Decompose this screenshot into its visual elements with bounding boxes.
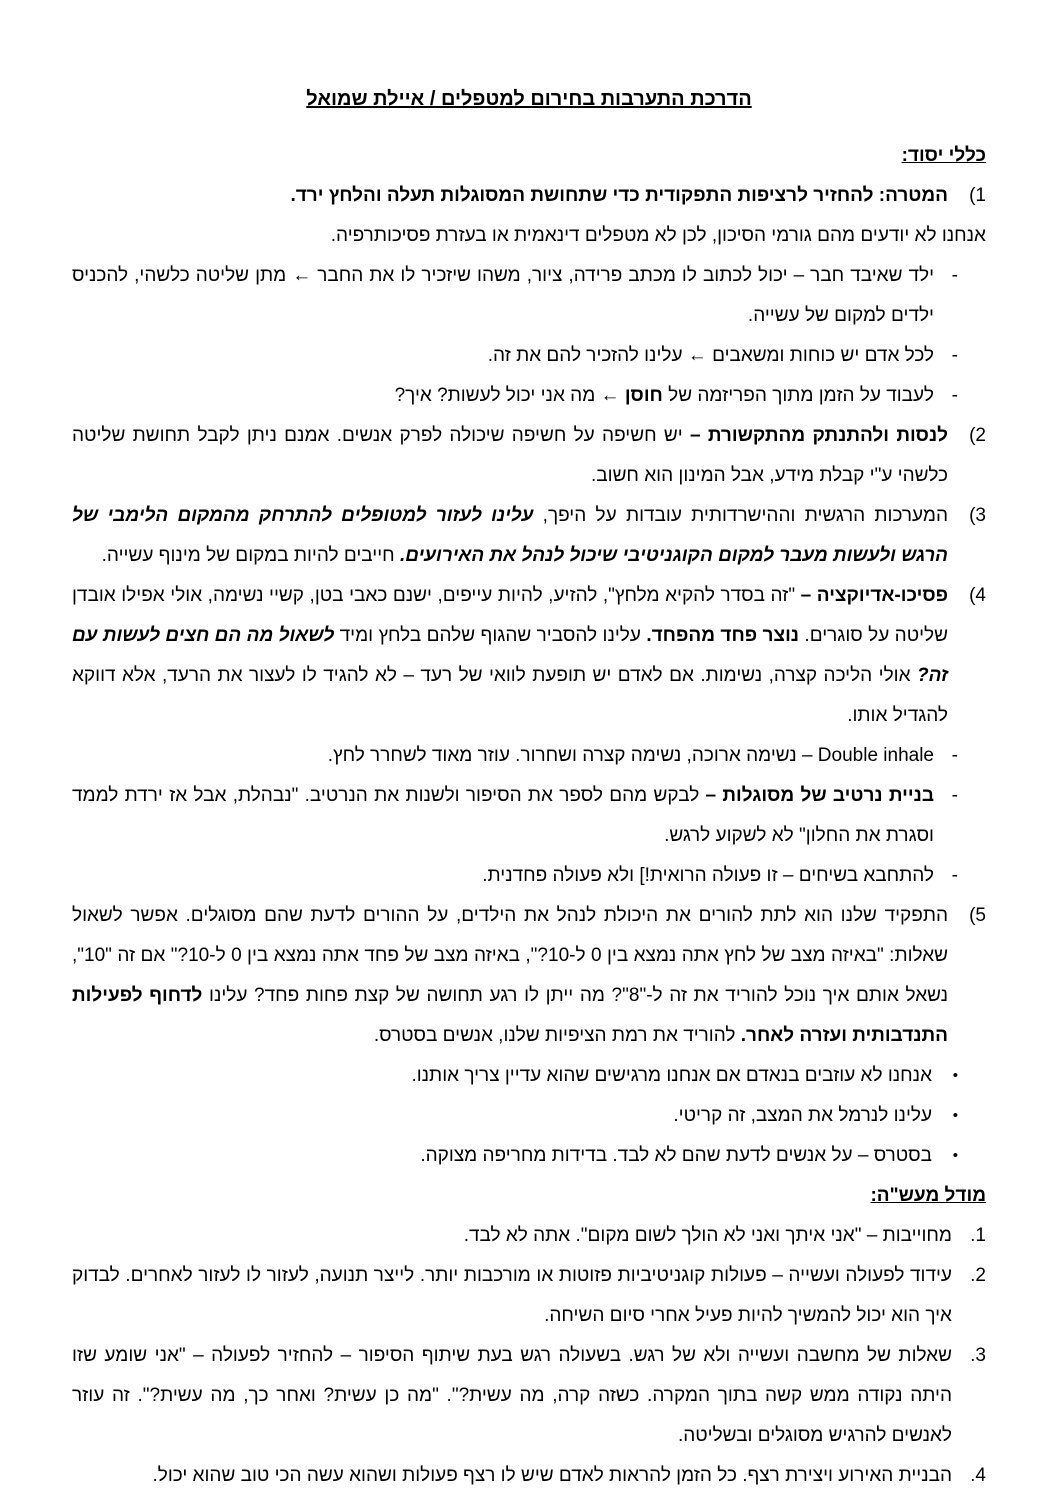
bullet-text: בניית נרטיב של מסוגלות – לבקש מהם לספר את הסיפור ולשנות את הנרטיב. "נבהלת, אבל אז ירדת לממד וסגרת את החלון" לא לשקוע לרגש.: [72, 785, 934, 846]
dash-bullet-item: [72, 776, 958, 856]
item-text: מחוייבות – "אני איתך ואני לא הולך לשום מקום". אתה לא לבד.: [463, 1225, 952, 1246]
section-heading-foundations: כללי יסוד:: [901, 145, 986, 166]
item-text: התפקיד שלנו הוא לתת להורים את היכולת לנהל את הילדים, על ההורים לדעת שהם מסוגלים. אפשר לשאול שאלות: "באיזה מצב של לחץ אתה נמצא בין 0 ל-10?", באיזה מצב של פחד אתה נמצא בין 0 ל-10?" אם זה "10", נשאל אותם איך נוכל להוריד את זה ל-"8"? מה ייתן לו רגע תחושה של קצת פחות פחד? עלינו לדחוף לפעילות התנדבותית ועזרה לאחר. להוריד את רמת הציפיות שלנו, אנשים בסטרס.: [72, 905, 949, 1046]
item-number: 3): [969, 505, 986, 526]
item-text: המטרה: להחזיר לרציפות התפקודית כדי שתחושת המסוגלות תעלה והלחץ ירד.: [290, 185, 948, 206]
numbered-item: [72, 1216, 986, 1256]
dash-icon: -: [951, 265, 958, 286]
bullet-icon: •: [952, 1067, 958, 1084]
item-text: לנסות ולהתנתק מהתקשורת – יש חשיפה על חשיפה שיכולה לפרק אנשים. אמנם ניתן לקבל תחושת שליטה כלשהי ע"י קבלת מידע, אבל המינון הוא חשוב.: [72, 425, 949, 486]
item-number: 1): [969, 185, 986, 206]
bullet-text: בסטרס – על אנשים לדעת שהם לא לבד. בדידות מחריפה מצוקה.: [420, 1145, 932, 1166]
bullet-text: עלינו לנרמל את המצב, זה קריטי.: [673, 1105, 932, 1126]
numbered-item: [72, 576, 986, 736]
dash-bullet-item: [72, 376, 958, 416]
item-number: 4.: [970, 1465, 986, 1486]
item-number: 2): [969, 425, 986, 446]
item-number: 2.: [970, 1265, 986, 1286]
dash-icon: -: [951, 385, 958, 406]
bullet-list: [72, 1056, 958, 1176]
section-heading-maase-model: מודל מעש"ה:: [870, 1185, 986, 1206]
item-text: המערכות הרגשית וההישרדותית עובדות על היפך, עלינו לעזור למטופלים להתרחק מהמקום הלימבי של הרגש ולעשות מעבר למקום הקוגניטיבי שיכול לנהל את האירועים. חייבים להיות במקום של מינוף עשייה.: [72, 505, 949, 566]
bullet-text: ילד שאיבד חבר – יכול לכתוב לו מכתב פרידה, ציור, משהו שיזכיר לו את החבר ← מתן שליטה כלשהי, להכניס ילדים למקום של עשייה.: [72, 265, 934, 326]
numbered-item: [72, 1256, 986, 1336]
dash-bullet-item: [72, 336, 958, 376]
sub-bullet-list: [72, 736, 958, 896]
bullet-text: לכל אדם יש כוחות ומשאבים ← עלינו להזכיר להם את זה.: [487, 345, 934, 366]
numbered-item: [72, 1456, 986, 1496]
numbered-item: [72, 416, 986, 496]
item-number: 3.: [970, 1345, 986, 1366]
document-title: הדרכת התערבות בחירום למטפלים / איילת שמואל: [306, 88, 752, 110]
numbered-item: [72, 896, 986, 1056]
dash-icon: -: [951, 745, 958, 766]
numbered-item: [72, 176, 986, 216]
item-text: שאלות של מחשבה ועשייה ולא של רגש. בשעולה רגש בעת שיתוף הסיפור – להחזיר לפעולה – "אני שומע שזו היתה נקודה ממש קשה בתוך המקרה. כשזה קרה, מה עשית?". "מה כן עשית? ואחר כך, מה עשית?". זה עוזר לאנשים להרגיש מסוגלים ובשליטה.: [72, 1345, 952, 1446]
bullet-icon: •: [952, 1107, 958, 1124]
bullet-icon: •: [952, 1147, 958, 1164]
bullet-item: [72, 1136, 958, 1176]
bullet-text: Double inhale – נשימה ארוכה, נשימה קצרה ושחרור. עוזר מאוד לשחרר לחץ.: [327, 745, 934, 766]
numbered-item: [72, 1336, 986, 1456]
bullet-text: לעבוד על הזמן מתוך הפריזמה של חוסן ← מה אני יכול לעשות? איך?: [394, 385, 934, 406]
bullet-item: [72, 1056, 958, 1096]
dash-bullet-item: [72, 736, 958, 776]
item-number: 1.: [970, 1225, 986, 1246]
sub-bullet-list: [72, 256, 958, 416]
item-text: עידוד לפעולה ועשייה – פעולות קוגניטיביות פזוטות או מורכבות יותר. לייצר תנועה, לעזור לו לעזור לאחרים. לבדוק איך הוא יכול להמשיך להיות פעיל אחרי סיום השיחה.: [72, 1265, 952, 1326]
bullet-text: להתחבא בשיחים – זו פעולה הרואית!] ולא פעולה פחדנית.: [482, 865, 934, 886]
dash-icon: -: [951, 865, 958, 886]
dash-bullet-item: [72, 856, 958, 896]
item-text: הבניית האירוע ויצירת רצף. כל הזמן להראות לאדם שיש לו רצף פעולות ושהוא עשה הכי טוב שהוא יכול.: [152, 1465, 952, 1486]
numbered-item: [72, 496, 986, 576]
item-number: 5): [969, 905, 986, 926]
bullet-text: אנחנו לא עוזבים בנאדם אם אנחנו מרגישים שהוא עדיין צריך אותנו.: [411, 1065, 932, 1086]
dash-bullet-item: [72, 256, 958, 336]
item-text: פסיכו-אדיוקציה – "זה בסדר להקיא מלחץ", להזיע, להיות עייפים, ישנם כאבי בטן, קשיי נשימה, אולי אפילו אובדן שליטה על סוגרים. נוצר פחד מהפחד. עלינו להסביר שהגוף שלהם בלחץ ומיד לשאול מה הם חצים לעשות עם זה? אולי הליכה קצרה, נשימות. אם לאדם יש תופעת לוואי של רעד – לא להגיד לו לעצור את הרעד, אלא דווקא להגדיל אותו.: [72, 585, 948, 726]
paragraph: אנחנו לא יודעים מהם גורמי הסיכון, לכן לא מטפלים דינאמית או בעזרת פסיכותרפיה.: [330, 225, 986, 246]
bullet-item: [72, 1096, 958, 1136]
item-number: 4): [969, 585, 986, 606]
dash-icon: -: [951, 785, 958, 806]
dash-icon: -: [951, 345, 958, 366]
